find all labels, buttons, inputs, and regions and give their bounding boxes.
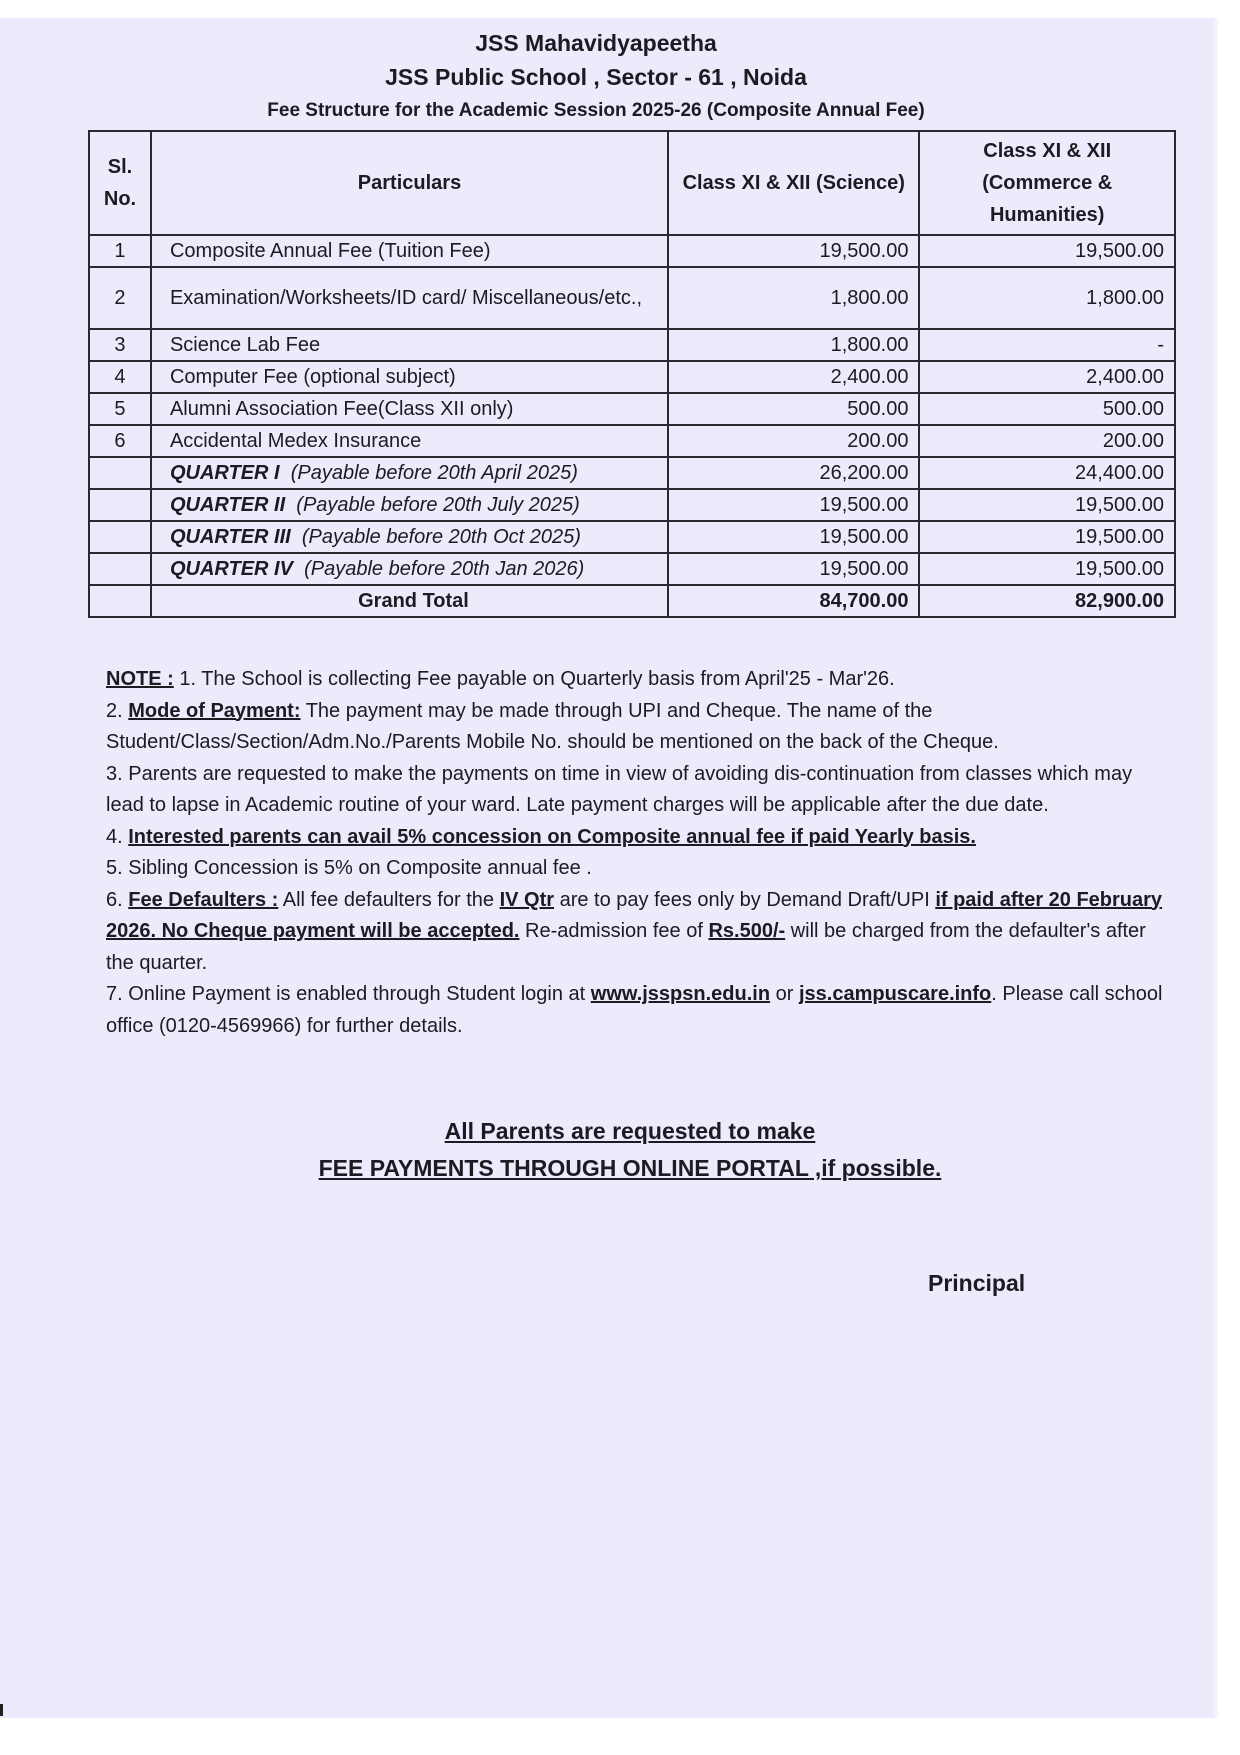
quarter-label: QUARTER II bbox=[169, 493, 286, 516]
quarter-commerce: 24,400.00 bbox=[919, 457, 1175, 489]
quarter-label-cell bbox=[151, 553, 668, 585]
row-particular: Composite Annual Fee (Tuition Fee) bbox=[151, 235, 668, 267]
row-commerce: 500.00 bbox=[919, 393, 1175, 425]
note-7-or: or bbox=[770, 983, 799, 1005]
note-label: NOTE : bbox=[106, 668, 174, 690]
row-science: 2,400.00 bbox=[668, 361, 919, 393]
row-sl: 4 bbox=[89, 361, 151, 393]
quarter-sl-empty bbox=[89, 489, 151, 521]
quarter-row bbox=[89, 457, 1175, 489]
note-6-deadline: if paid after 20 February 2026. No Cheque payment will be accepted. bbox=[106, 888, 1163, 942]
note-1-text: 1. The School is collecting Fee payable on Quarterly basis from April'25 - Mar'26. bbox=[173, 668, 895, 690]
row-commerce: 2,400.00 bbox=[919, 361, 1175, 393]
row-particular: Computer Fee (optional subject) bbox=[151, 361, 668, 393]
row-science: 1,800.00 bbox=[668, 329, 919, 361]
header-commerce: Class XI & XII (Commerce & Humanities) bbox=[919, 131, 1175, 235]
grand-total-label: Grand Total bbox=[151, 585, 668, 617]
table-row bbox=[89, 329, 1175, 361]
table-row bbox=[89, 235, 1175, 267]
row-science: 1,800.00 bbox=[668, 267, 919, 329]
row-science: 19,500.00 bbox=[668, 235, 919, 267]
row-sl: 3 bbox=[89, 329, 151, 361]
table-row bbox=[89, 267, 1175, 329]
row-commerce: 200.00 bbox=[919, 425, 1175, 457]
quarter-due: (Payable before 20th Jan 2026) bbox=[304, 557, 585, 580]
fee-table bbox=[88, 130, 1176, 618]
row-sl: 6 bbox=[89, 425, 151, 457]
org-name: JSS Mahavidyapeetha bbox=[475, 30, 717, 56]
mode-of-payment-label: Mode of Payment: bbox=[128, 699, 301, 722]
row-sl: 2 bbox=[89, 267, 151, 329]
quarter-due: (Payable before 20th April 2025) bbox=[290, 461, 578, 484]
appeal-line-2: FEE PAYMENTS THROUGH ONLINE PORTAL ,if possible. bbox=[318, 1155, 942, 1181]
quarter-label: QUARTER IV bbox=[169, 557, 293, 580]
note-5: 5. Sibling Concession is 5% on Composite annual fee . bbox=[106, 857, 592, 879]
header-science: Class XI & XII (Science) bbox=[668, 131, 919, 235]
quarter-commerce: 19,500.00 bbox=[919, 521, 1175, 553]
quarter-label-cell bbox=[151, 521, 668, 553]
row-commerce: - bbox=[919, 329, 1175, 361]
row-particular: Accidental Medex Insurance bbox=[151, 425, 668, 457]
campuscare-link[interactable]: jss.campuscare.info bbox=[798, 983, 992, 1005]
note-3: 3. Parents are requested to make the payments on time in view of avoiding dis-continuation from classes which may lead to lapse in Academic routine of your ward. Late payment charges will be applicable after the due date. bbox=[106, 762, 1133, 816]
quarter-row bbox=[89, 553, 1175, 585]
table-row bbox=[89, 361, 1175, 393]
note-7-a: 7. Online Payment is enabled through Student login at bbox=[106, 983, 591, 1005]
quarter-commerce: 19,500.00 bbox=[919, 489, 1175, 521]
school-website-link[interactable]: www.jsspsn.edu.in bbox=[590, 983, 771, 1005]
fee-defaulters-label: Fee Defaulters : bbox=[128, 888, 279, 911]
quarter-sl-empty bbox=[89, 457, 151, 489]
quarter-science: 19,500.00 bbox=[668, 489, 919, 521]
note-6-e: will be charged from the defaulter's after the quarter. bbox=[106, 920, 1146, 974]
quarter-label-cell bbox=[151, 457, 668, 489]
note-6-a: All fee defaulters for the bbox=[278, 888, 500, 911]
note-2-text: The payment may be made through UPI and Cheque. The name of the Student/Class/Section/Adm.No./Parents Mobile No. should be mentioned on the back of the Cheque. bbox=[106, 699, 999, 753]
row-particular: Science Lab Fee bbox=[151, 329, 668, 361]
note-2 bbox=[106, 696, 1166, 759]
quarter-label: QUARTER I bbox=[169, 461, 280, 484]
note-7 bbox=[106, 979, 1166, 1042]
note-6 bbox=[106, 885, 1166, 980]
note-4-text: Interested parents can avail 5% concession on Composite annual fee if paid Yearly basis. bbox=[128, 825, 976, 848]
row-particular: Alumni Association Fee(Class XII only) bbox=[151, 393, 668, 425]
total-sl-empty bbox=[89, 585, 151, 617]
quarter-row bbox=[89, 521, 1175, 553]
readmission-fee: Rs.500/- bbox=[708, 920, 786, 942]
quarter-label-cell bbox=[151, 489, 668, 521]
quarter-due: (Payable before 20th Oct 2025) bbox=[301, 525, 581, 548]
row-commerce: 19,500.00 bbox=[919, 235, 1175, 267]
quarter-sl-empty bbox=[89, 553, 151, 585]
quarter-science: 26,200.00 bbox=[668, 457, 919, 489]
quarter-science: 19,500.00 bbox=[668, 521, 919, 553]
note-7-b: . Please call school office (0120-4569966) for further details. bbox=[106, 983, 1163, 1037]
header-sl: Sl. No. bbox=[89, 131, 151, 235]
grand-total-commerce: 82,900.00 bbox=[919, 585, 1175, 617]
header-particulars: Particulars bbox=[151, 131, 668, 235]
quarter-row bbox=[89, 489, 1175, 521]
row-commerce: 1,800.00 bbox=[919, 267, 1175, 329]
row-particular: Examination/Worksheets/ID card/ Miscellaneous/etc., bbox=[151, 267, 668, 329]
note-4-prefix: 4. bbox=[106, 825, 129, 848]
table-header-row bbox=[89, 131, 1175, 235]
row-sl: 1 bbox=[89, 235, 151, 267]
quarter-commerce: 19,500.00 bbox=[919, 553, 1175, 585]
quarter-sl-empty bbox=[89, 521, 151, 553]
document-subtitle: Fee Structure for the Academic Session 2025-26 (Composite Annual Fee) bbox=[267, 100, 925, 121]
note-6-b: are to pay fees only by Demand Draft/UPI bbox=[554, 888, 936, 911]
table-row bbox=[89, 425, 1175, 457]
appeal-line-1: All Parents are requested to make bbox=[444, 1118, 816, 1144]
notes-section bbox=[106, 664, 1166, 1042]
school-name: JSS Public School , Sector - 61 , Noida bbox=[385, 64, 807, 90]
table-row bbox=[89, 393, 1175, 425]
quarter-label: QUARTER III bbox=[169, 525, 291, 548]
quarter-science: 19,500.00 bbox=[668, 553, 919, 585]
note-2-prefix: 2. bbox=[106, 699, 129, 722]
note-6-d: Re-admission fee of bbox=[519, 920, 709, 942]
quarter-due: (Payable before 20th July 2025) bbox=[296, 493, 580, 516]
grand-total-row bbox=[89, 585, 1175, 617]
row-science: 200.00 bbox=[668, 425, 919, 457]
iv-qtr: IV Qtr bbox=[499, 888, 555, 911]
row-sl: 5 bbox=[89, 393, 151, 425]
note-6-prefix: 6. bbox=[106, 888, 129, 911]
note-1 bbox=[106, 664, 1166, 696]
grand-total-science: 84,700.00 bbox=[668, 585, 919, 617]
paper-edge bbox=[1214, 18, 1218, 1718]
note-4 bbox=[106, 822, 1166, 854]
principal-signature: Principal bbox=[928, 1270, 1026, 1296]
row-science: 500.00 bbox=[668, 393, 919, 425]
scan-mark bbox=[0, 1704, 3, 1716]
